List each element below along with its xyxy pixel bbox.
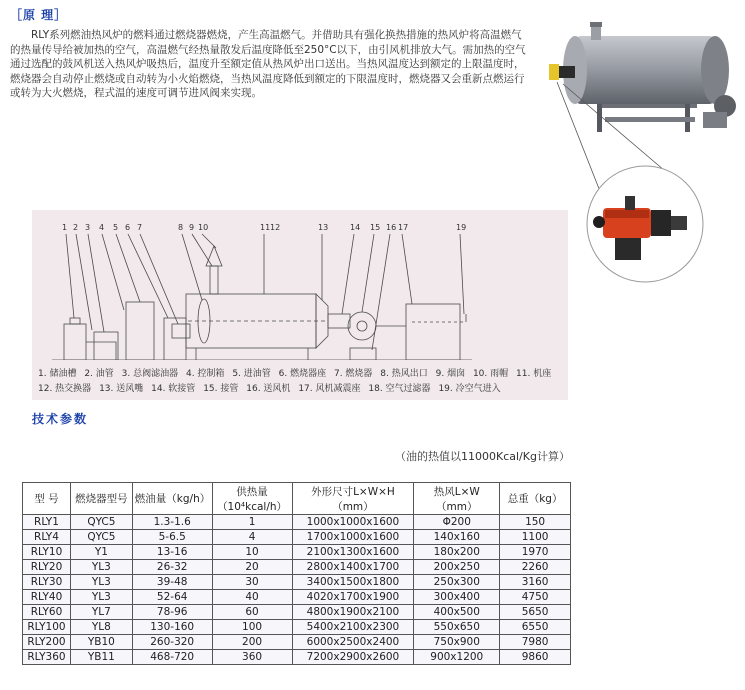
table-cell: 5400x2100x2300 bbox=[292, 620, 414, 635]
diagram-num-8: 8 bbox=[178, 223, 184, 232]
table-row bbox=[23, 575, 571, 590]
diagram-num-4: 4 bbox=[99, 223, 105, 232]
table-header-row bbox=[23, 483, 571, 515]
table-cell: 3400x1500x1800 bbox=[292, 575, 414, 590]
table-row bbox=[23, 560, 571, 575]
table-cell: RLY100 bbox=[23, 620, 71, 635]
legend-item: 11. 机座 bbox=[516, 369, 552, 379]
table-cell: YL8 bbox=[70, 620, 132, 635]
table-row bbox=[23, 635, 571, 650]
legend-item: 14. 软接管 bbox=[151, 384, 196, 394]
table-row bbox=[23, 590, 571, 605]
table-row bbox=[23, 620, 571, 635]
table-cell: 52-64 bbox=[132, 590, 212, 605]
col-model: 型 号 bbox=[23, 483, 71, 515]
table-cell: 4800x1900x2100 bbox=[292, 605, 414, 620]
table-cell: 140x160 bbox=[414, 530, 500, 545]
legend-item: 18. 空气过滤器 bbox=[368, 384, 431, 394]
table-cell: RLY10 bbox=[23, 545, 71, 560]
table-cell: 30 bbox=[212, 575, 292, 590]
principle-text: RLY系列燃油热风炉的燃料通过燃烧器燃烧，产生高温燃气。并借助具有强化换热措施的热风炉将高温燃气的热量传导给被加热的空气，高温燃气经热量散发后温度降低至250°C以下，由引风机排放大气。需加热的空气通过选配的鼓风机送入热风炉吸热后，温度升至额定值从热风炉出口送出。当热风温度达到额定的上限温度时，燃烧器会自动停止燃烧或自动转为小火焰燃烧，当热风温度降低到额定的下限温度时，燃烧器又会重新点燃运行或转为大火燃烧，程式温的速度可调节进风阀来实现。 bbox=[10, 29, 526, 99]
table-cell: 180x200 bbox=[414, 545, 500, 560]
col-weight: 总重（kg） bbox=[500, 483, 571, 515]
table-cell: 360 bbox=[212, 650, 292, 665]
table-cell: 400x500 bbox=[414, 605, 500, 620]
table-cell: 9860 bbox=[500, 650, 571, 665]
col-size: 外形尺寸L×W×H（mm） bbox=[292, 483, 414, 515]
table-cell: YL3 bbox=[70, 575, 132, 590]
diagram-num-11: 11 bbox=[260, 223, 271, 232]
table-cell: Φ200 bbox=[414, 515, 500, 530]
table-cell: 7200x2900x2600 bbox=[292, 650, 414, 665]
table-cell: 5650 bbox=[500, 605, 571, 620]
table-cell: 200x250 bbox=[414, 560, 500, 575]
table-cell: 78-96 bbox=[132, 605, 212, 620]
table-row bbox=[23, 650, 571, 665]
spec-table bbox=[22, 482, 571, 665]
table-cell: RLY20 bbox=[23, 560, 71, 575]
legend-item: 1. 储油槽 bbox=[38, 369, 77, 379]
table-cell: 1970 bbox=[500, 545, 571, 560]
table-cell: 1700x1000x1600 bbox=[292, 530, 414, 545]
diagram-drawing bbox=[32, 210, 568, 360]
table-cell: 468-720 bbox=[132, 650, 212, 665]
table-cell: 39-48 bbox=[132, 575, 212, 590]
col-burner: 燃烧器型号 bbox=[70, 483, 132, 515]
table-cell: 300x400 bbox=[414, 590, 500, 605]
legend-item: 19. 冷空气进入 bbox=[438, 384, 501, 394]
table-cell: 3160 bbox=[500, 575, 571, 590]
principle-heading: ［原 理］ bbox=[10, 8, 68, 22]
table-cell: YB11 bbox=[70, 650, 132, 665]
params-title: 技术参数 bbox=[32, 412, 89, 426]
table-cell: YL7 bbox=[70, 605, 132, 620]
diagram-num-16: 16 bbox=[386, 223, 397, 232]
spec-table-body bbox=[23, 515, 571, 665]
diagram-num-14: 14 bbox=[350, 223, 361, 232]
table-row bbox=[23, 515, 571, 530]
legend-item: 8. 热风出口 bbox=[380, 369, 428, 379]
diagram-num-13: 13 bbox=[318, 223, 329, 232]
table-cell: 2260 bbox=[500, 560, 571, 575]
table-cell: RLY360 bbox=[23, 650, 71, 665]
table-row bbox=[23, 545, 571, 560]
table-cell: 550x650 bbox=[414, 620, 500, 635]
table-cell: YB10 bbox=[70, 635, 132, 650]
diagram-num-15: 15 bbox=[370, 223, 381, 232]
table-cell: 250x300 bbox=[414, 575, 500, 590]
diagram-num-17: 17 bbox=[398, 223, 409, 232]
col-heat: 供热量（10⁴kcal/h） bbox=[212, 483, 292, 515]
legend-item: 7. 燃烧器 bbox=[333, 369, 373, 379]
diagram-num-9: 9 bbox=[189, 223, 195, 232]
table-cell: 40 bbox=[212, 590, 292, 605]
table-cell: RLY30 bbox=[23, 575, 71, 590]
legend-item: 16. 送风机 bbox=[246, 384, 291, 394]
table-cell: 750x900 bbox=[414, 635, 500, 650]
legend-item: 10. 雨帽 bbox=[472, 369, 509, 379]
legend-item: 12. 热交换器 bbox=[38, 384, 92, 394]
diagram-num-6: 6 bbox=[125, 223, 131, 232]
legend-item: 3. 总阀滤油器 bbox=[121, 369, 179, 379]
table-cell: QYC5 bbox=[70, 515, 132, 530]
diagram-num-1: 1 bbox=[62, 223, 68, 232]
table-cell: 4020x1700x1900 bbox=[292, 590, 414, 605]
table-cell: 900x1200 bbox=[414, 650, 500, 665]
legend-item: 13. 送风嘴 bbox=[99, 384, 144, 394]
heat-value-note: （油的热值以11000Kcal/Kg计算） bbox=[395, 450, 570, 463]
table-cell: YL3 bbox=[70, 560, 132, 575]
col-fuel: 燃油量（kg/h） bbox=[132, 483, 212, 515]
table-cell: 2800x1400x1700 bbox=[292, 560, 414, 575]
diagram-num-10: 10 bbox=[198, 223, 209, 232]
table-cell: 60 bbox=[212, 605, 292, 620]
table-row bbox=[23, 530, 571, 545]
table-cell: 130-160 bbox=[132, 620, 212, 635]
legend-item: 6. 燃烧器座 bbox=[278, 369, 327, 379]
table-cell: 20 bbox=[212, 560, 292, 575]
legend-item: 15. 接管 bbox=[203, 384, 239, 394]
col-hot-air: 热风L×W（mm） bbox=[414, 483, 500, 515]
table-cell: 1100 bbox=[500, 530, 571, 545]
diagram-num-12: 12 bbox=[270, 223, 281, 232]
table-cell: 150 bbox=[500, 515, 571, 530]
table-cell: RLY40 bbox=[23, 590, 71, 605]
diagram-num-7: 7 bbox=[137, 223, 143, 232]
table-cell: 200 bbox=[212, 635, 292, 650]
table-cell: RLY4 bbox=[23, 530, 71, 545]
legend-item: 9. 烟囱 bbox=[435, 369, 466, 379]
table-cell: RLY200 bbox=[23, 635, 71, 650]
table-cell: QYC5 bbox=[70, 530, 132, 545]
table-cell: 26-32 bbox=[132, 560, 212, 575]
table-cell: 1000x1000x1600 bbox=[292, 515, 414, 530]
diagram-num-3: 3 bbox=[85, 223, 91, 232]
table-cell: 4750 bbox=[500, 590, 571, 605]
table-cell: 5-6.5 bbox=[132, 530, 212, 545]
table-cell: Y1 bbox=[70, 545, 132, 560]
table-cell: 6550 bbox=[500, 620, 571, 635]
table-cell: 7980 bbox=[500, 635, 571, 650]
table-cell: RLY1 bbox=[23, 515, 71, 530]
table-cell: 10 bbox=[212, 545, 292, 560]
diagram-num-2: 2 bbox=[73, 223, 79, 232]
table-cell: 2100x1300x1600 bbox=[292, 545, 414, 560]
legend-item: 2. 油管 bbox=[84, 369, 114, 379]
system-diagram bbox=[32, 210, 568, 400]
legend-item: 4. 控制箱 bbox=[185, 369, 225, 379]
table-cell: 1 bbox=[212, 515, 292, 530]
table-row bbox=[23, 605, 571, 620]
table-cell: 13-16 bbox=[132, 545, 212, 560]
diagram-num-5: 5 bbox=[113, 223, 119, 232]
table-cell: 100 bbox=[212, 620, 292, 635]
table-cell: 260-320 bbox=[132, 635, 212, 650]
diagram-num-19: 19 bbox=[456, 223, 467, 232]
legend-item: 17. 风机减震座 bbox=[298, 384, 361, 394]
diagram-legend bbox=[38, 367, 566, 397]
table-cell: RLY60 bbox=[23, 605, 71, 620]
legend-item: 5. 进油管 bbox=[232, 369, 271, 379]
table-cell: 1.3-1.6 bbox=[132, 515, 212, 530]
table-cell: 4 bbox=[212, 530, 292, 545]
table-cell: 6000x2500x2400 bbox=[292, 635, 414, 650]
table-cell: YL3 bbox=[70, 590, 132, 605]
